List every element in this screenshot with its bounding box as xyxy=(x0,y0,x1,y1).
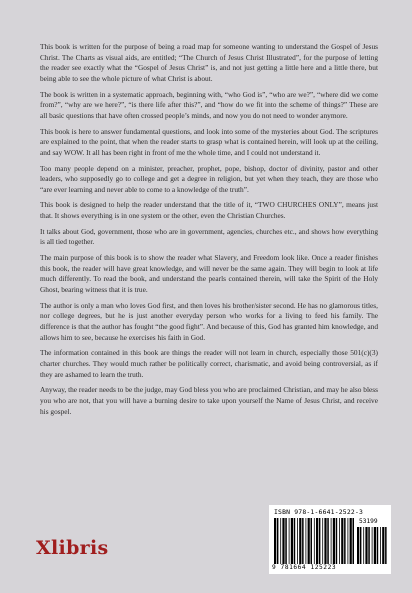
isbn-text: ISBN 978-1-6641-2522-3 xyxy=(274,508,364,516)
addon-barcode-bars xyxy=(357,527,387,564)
paragraph: The main purpose of this book is to show the reader what Slavery, and Freedom look like. Once a reader finishes this book, the reader will have great knowledge, and will never be the same again. They will begin to look at life much differently. To read the book, and understand the pearls contained therein, will take the Spirit of the Holy Ghost, bearing witness that it is true. xyxy=(40,253,378,294)
paragraph: It talks about God, government, those who are in government, agencies, churches etc., and shows how everything is all tied together. xyxy=(40,226,378,247)
addon-price-code: 53199 xyxy=(359,518,378,525)
blurb-text xyxy=(40,42,378,422)
paragraph: The information contained in this book are things the reader will not learn in church, especially those 501(c)(3) charter churches. They would much rather be politically correct, charismatic, and avoid being controversial, as if they are ashamed to learn the truth. xyxy=(40,348,378,379)
ean-barcode-bars xyxy=(274,518,356,564)
barcode xyxy=(269,505,391,574)
paragraph: Anyway, the reader needs to be the judge, may God bless you who are proclaimed Christian, and may he also bless you who are not, that you will have a burning desire to take upon yourself the Name of Jesus Christ, and receive his gospel. xyxy=(40,385,378,416)
ean-digits: 9 781664 125223 xyxy=(272,564,337,571)
paragraph: The author is only a man who loves God first, and then loves his brother/sister second. He has no glamorous titles, nor college degrees, but he is just another everyday person who works for a living to feed his family. The difference is that the author has fought “the good fight”. And because of this, God has granted him knowledge, and allows him to see, because he exercises his faith in God. xyxy=(40,300,378,342)
paragraph: This book is designed to help the reader understand that the title of it, “TWO CHURCHES ONLY”, means just that. It shows everything is in one system or the other, even the Christian Churches. xyxy=(40,200,378,221)
paragraph: Too many people depend on a minister, preacher, prophet, pope, bishop, doctor of divinity, pastor and other leaders, who supposedly go to college and get a degree in religion, but yet when they teach, they are those who “are ever learning and never able to come to a knowledge of the truth”. xyxy=(40,163,378,194)
paragraph: The book is written in a systematic approach, beginning with, “who God is”, “who are we?”, “where did we come from?”, “why are we here?”, “is there life after this?”, and “how do we fit into the scheme of things?” These are all basic questions that have often crossed people’s minds, and now you do not need to wonder anymore. xyxy=(40,89,378,120)
paragraph: This book is here to answer fundamental questions, and look into some of the mysteries about God. The scriptures are explained to the point, that when the reader starts to grasp what is contained herein, will look up at the ceiling, and say WOW. It all has been right in front of me the whole time, and I could not understand it. xyxy=(40,126,378,157)
publisher-logo: Xlibris xyxy=(36,537,109,559)
paragraph: This book is written for the purpose of being a road map for someone wanting to understand the Gospel of Jesus Christ. The Charts as visual aids, are entitled; “The Church of Jesus Christ Illustrated”, for the purpose of letting the reader see exactly what the “Gospel of Jesus Christ” is, and not just getting a little here and a little there, but being able to see the whole picture of what Christ is about. xyxy=(40,42,378,83)
